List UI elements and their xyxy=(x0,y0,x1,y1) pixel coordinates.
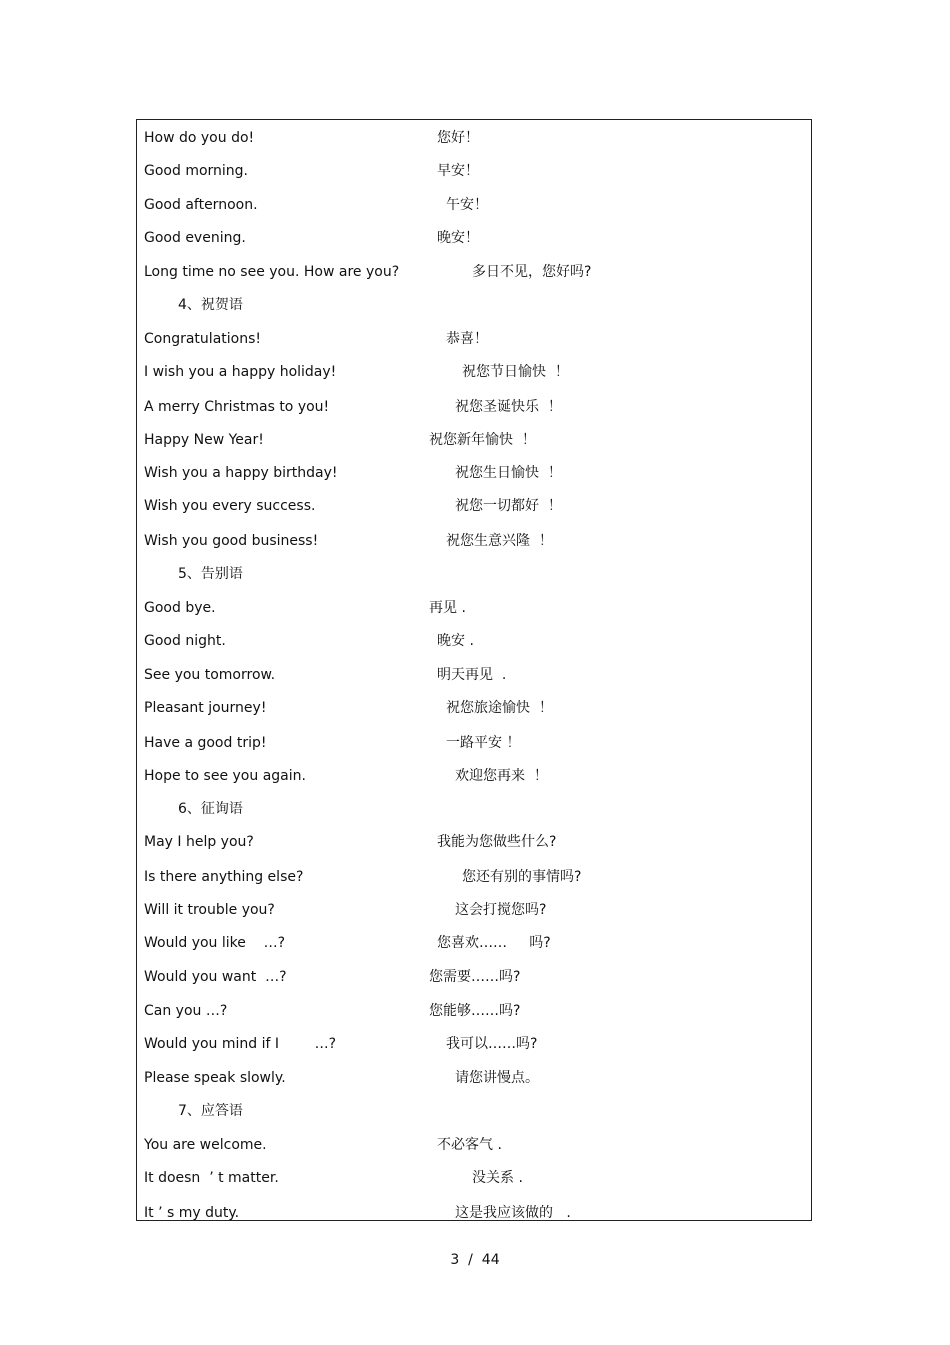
section-heading-row xyxy=(137,798,811,820)
english-phrase: Please speak slowly. xyxy=(144,1070,286,1086)
phrase-row xyxy=(137,495,811,517)
phrase-row xyxy=(137,227,811,249)
page-number: 3 / 44 xyxy=(450,1252,500,1268)
phrase-row xyxy=(137,765,811,787)
section-heading: 6、征询语 xyxy=(178,801,243,817)
section-heading: 5、告别语 xyxy=(178,566,243,582)
phrase-row xyxy=(137,966,811,988)
phrase-row xyxy=(137,194,811,216)
phrase-row xyxy=(137,328,811,350)
phrase-row xyxy=(137,127,811,149)
english-phrase: Would you want …? xyxy=(144,969,287,985)
phrase-row xyxy=(137,866,811,888)
phrase-row xyxy=(137,429,811,451)
phrase-row xyxy=(137,899,811,921)
english-phrase: Good morning. xyxy=(144,163,249,179)
chinese-translation: 祝您生日愉快 ！ xyxy=(455,465,562,481)
phrase-row xyxy=(137,1000,811,1022)
chinese-translation: 明天再见 . xyxy=(437,667,507,683)
section-heading: 7、应答语 xyxy=(178,1103,243,1119)
phrase-row xyxy=(137,1033,811,1055)
section-heading-row xyxy=(137,294,811,316)
phrase-row xyxy=(137,396,811,418)
section-heading-row xyxy=(137,1100,811,1122)
chinese-translation: 多日不见，您好吗? xyxy=(472,264,592,280)
phrase-row xyxy=(137,597,811,619)
english-phrase: Would you like …? xyxy=(144,935,286,951)
chinese-translation: 早安！ xyxy=(437,163,479,179)
english-phrase: Good night. xyxy=(144,633,226,649)
english-phrase: Good afternoon. xyxy=(144,197,258,213)
phrase-row xyxy=(137,1202,811,1224)
chinese-translation: 午安！ xyxy=(446,197,488,213)
phrase-row xyxy=(137,732,811,754)
chinese-translation: 欢迎您再来 ！ xyxy=(455,768,548,784)
phrase-row xyxy=(137,160,811,182)
chinese-translation: 您好！ xyxy=(437,130,479,146)
phrase-table xyxy=(136,119,812,1221)
english-phrase: Can you …? xyxy=(144,1003,228,1019)
chinese-translation: 您需要……吗? xyxy=(429,969,521,985)
english-phrase: Wish you good business! xyxy=(144,533,319,549)
english-phrase: Have a good trip! xyxy=(144,735,267,751)
chinese-translation: 我能为您做些什么? xyxy=(437,834,557,850)
english-phrase: May I help you? xyxy=(144,834,254,850)
english-phrase: It doesn ’ t matter. xyxy=(144,1170,279,1186)
chinese-translation: 晚安！ xyxy=(437,230,479,246)
chinese-translation: 没关系 . xyxy=(472,1170,523,1186)
english-phrase: Will it trouble you? xyxy=(144,902,275,918)
english-phrase: Congratulations! xyxy=(144,331,261,347)
chinese-translation: 您能够……吗? xyxy=(429,1003,521,1019)
chinese-translation: 您还有别的事情吗? xyxy=(462,869,582,885)
chinese-translation: 祝您旅途愉快 ！ xyxy=(446,700,553,716)
english-phrase: Wish you a happy birthday! xyxy=(144,465,338,481)
english-phrase: Happy New Year! xyxy=(144,432,264,448)
english-phrase: Hope to see you again. xyxy=(144,768,306,784)
phrase-row xyxy=(137,831,811,853)
english-phrase: See you tomorrow. xyxy=(144,667,276,683)
english-phrase: Would you mind if I …? xyxy=(144,1036,337,1052)
chinese-translation: 再见 . xyxy=(429,600,466,616)
phrase-row xyxy=(137,1167,811,1189)
chinese-translation: 我可以……吗? xyxy=(446,1036,538,1052)
english-phrase: Pleasant journey! xyxy=(144,700,267,716)
english-phrase: How do you do! xyxy=(144,130,255,146)
phrase-row xyxy=(137,530,811,552)
phrase-row xyxy=(137,1067,811,1089)
section-heading: 4、祝贺语 xyxy=(178,297,243,313)
chinese-translation: 祝您新年愉快 ！ xyxy=(429,432,536,448)
english-phrase: Is there anything else? xyxy=(144,869,304,885)
phrase-row xyxy=(137,361,811,383)
phrase-row xyxy=(137,697,811,719)
english-phrase: Wish you every success. xyxy=(144,498,316,514)
chinese-translation: 一路平安 ！ xyxy=(446,735,521,751)
phrase-row xyxy=(137,462,811,484)
english-phrase: A merry Christmas to you! xyxy=(144,399,330,415)
phrase-row xyxy=(137,664,811,686)
chinese-translation: 晚安 . xyxy=(437,633,474,649)
phrase-row xyxy=(137,1134,811,1156)
chinese-translation: 您喜欢…… 吗? xyxy=(437,935,551,951)
english-phrase: I wish you a happy holiday! xyxy=(144,364,337,380)
chinese-translation: 这是我应该做的 . xyxy=(455,1205,571,1221)
phrase-row xyxy=(137,630,811,652)
english-phrase: Long time no see you. How are you? xyxy=(144,264,400,280)
chinese-translation: 祝您圣诞快乐 ！ xyxy=(455,399,562,415)
chinese-translation: 祝您一切都好 ！ xyxy=(455,498,562,514)
chinese-translation: 请您讲慢点。 xyxy=(455,1070,539,1086)
english-phrase: You are welcome. xyxy=(144,1137,267,1153)
chinese-translation: 恭喜！ xyxy=(446,331,488,347)
english-phrase: Good evening. xyxy=(144,230,246,246)
section-heading-row xyxy=(137,563,811,585)
chinese-translation: 祝您生意兴隆 ！ xyxy=(446,533,553,549)
english-phrase: It ’ s my duty. xyxy=(144,1205,240,1221)
chinese-translation: 这会打搅您吗? xyxy=(455,902,547,918)
english-phrase: Good bye. xyxy=(144,600,216,616)
chinese-translation: 不必客气 . xyxy=(437,1137,502,1153)
phrase-row xyxy=(137,261,811,283)
phrase-row xyxy=(137,932,811,954)
chinese-translation: 祝您节日愉快 ！ xyxy=(462,364,569,380)
